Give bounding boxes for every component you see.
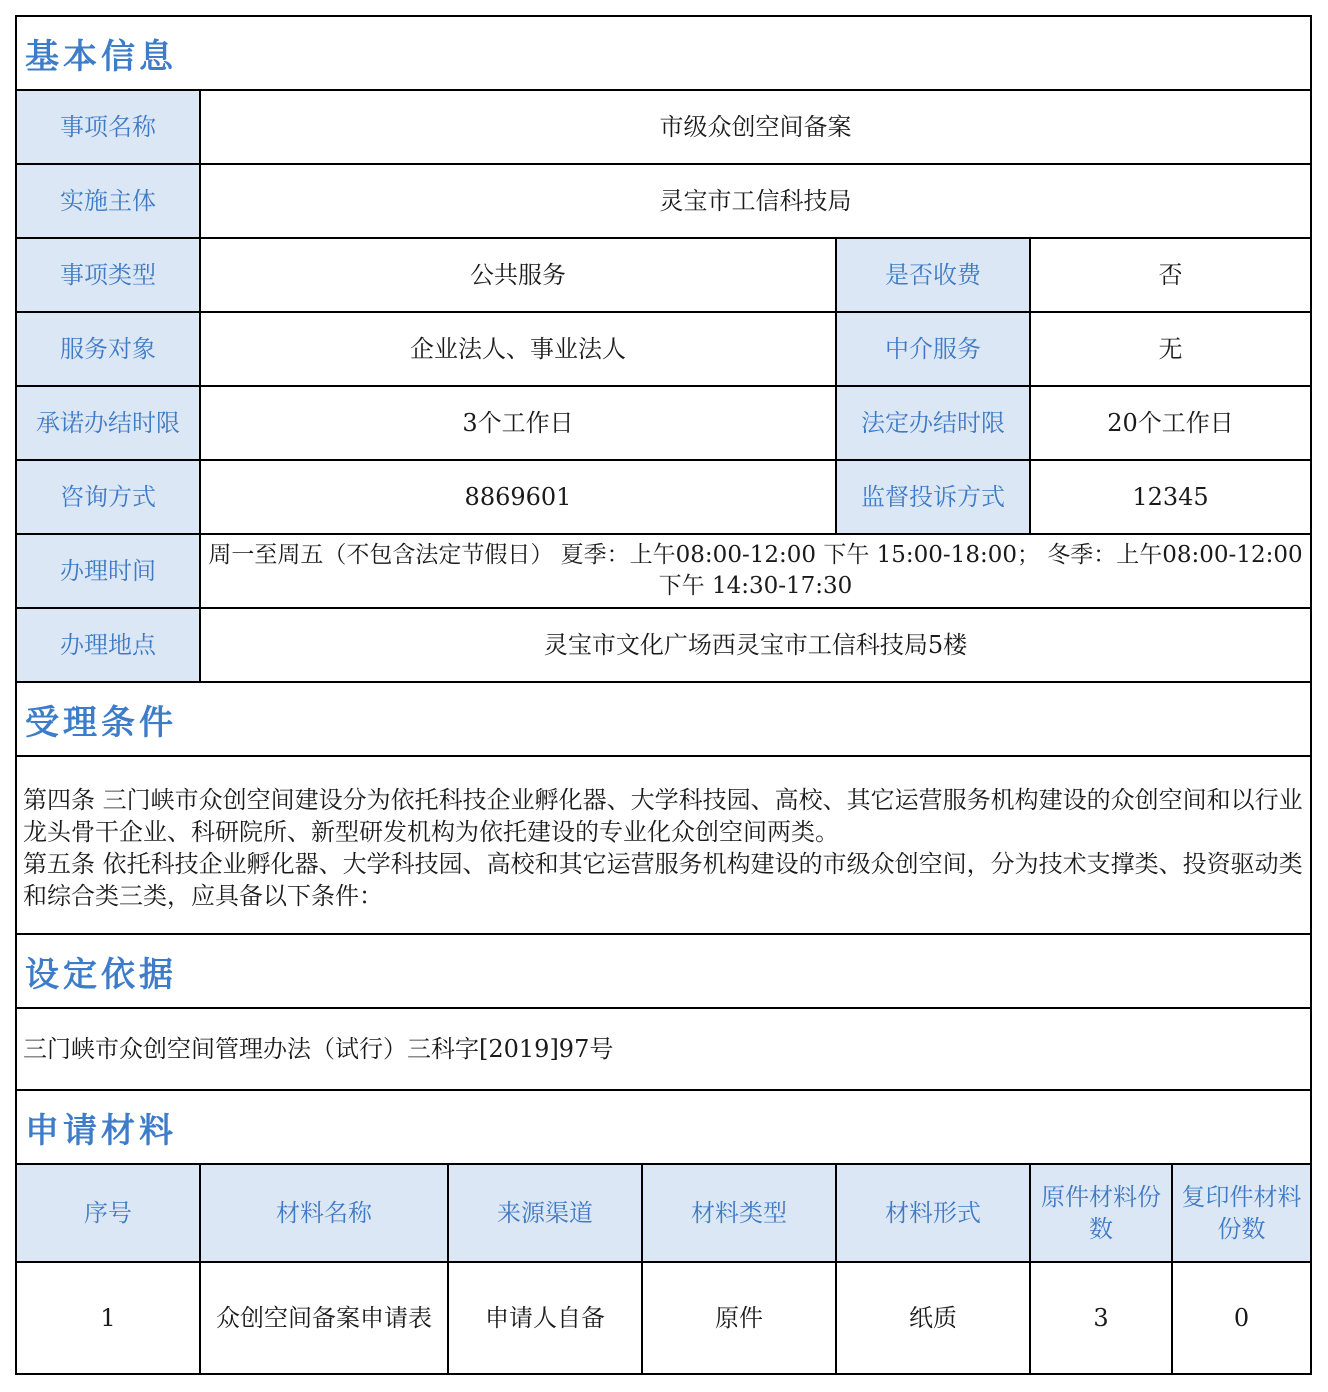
basis-text: 三门峡市众创空间管理办法（试行）三科字[2019]97号 xyxy=(23,1035,614,1063)
conditions-text xyxy=(17,757,1310,933)
header-material-type: 材料类型 xyxy=(641,1165,835,1261)
label-item-name: 事项名称 xyxy=(17,91,199,163)
value-implementer: 灵宝市工信科技局 xyxy=(199,165,1310,237)
row-location xyxy=(15,607,1312,681)
section-title: 申请材料 xyxy=(25,1110,177,1151)
row-item-type xyxy=(15,237,1312,311)
value-agency: 无 xyxy=(1029,313,1310,385)
label-consult: 咨询方式 xyxy=(17,461,199,533)
value-fee: 否 xyxy=(1029,239,1310,311)
cell-material-type: 原件 xyxy=(641,1263,835,1373)
label-hours: 办理时间 xyxy=(17,535,199,607)
row-implementer xyxy=(15,163,1312,237)
header-index: 序号 xyxy=(17,1165,199,1261)
row-conditions xyxy=(15,755,1312,933)
label-fee: 是否收费 xyxy=(835,239,1029,311)
header-source: 来源渠道 xyxy=(447,1165,641,1261)
value-location: 灵宝市文化广场西灵宝市工信科技局5楼 xyxy=(199,609,1310,681)
section-basic-info xyxy=(15,15,1312,89)
section-materials xyxy=(15,1089,1312,1163)
label-complaint: 监督投诉方式 xyxy=(835,461,1029,533)
cell-source: 申请人自备 xyxy=(447,1263,641,1373)
header-material-name: 材料名称 xyxy=(199,1165,447,1261)
cell-copy-count: 0 xyxy=(1171,1263,1310,1373)
label-target: 服务对象 xyxy=(17,313,199,385)
section-basis xyxy=(15,933,1312,1007)
row-basis xyxy=(15,1007,1312,1089)
section-conditions xyxy=(15,681,1312,755)
value-promised-limit: 3个工作日 xyxy=(199,387,835,459)
cell-material-name: 众创空间备案申请表 xyxy=(199,1263,447,1373)
value-legal-limit: 20个工作日 xyxy=(1029,387,1310,459)
cell-original-count: 3 xyxy=(1029,1263,1171,1373)
value-item-type: 公共服务 xyxy=(199,239,835,311)
service-info-sheet xyxy=(15,15,1312,1375)
cell-index: 1 xyxy=(100,1304,116,1332)
row-target xyxy=(15,311,1312,385)
materials-header-row xyxy=(15,1163,1312,1261)
value-item-name: 市级众创空间备案 xyxy=(199,91,1310,163)
cell-material-form: 纸质 xyxy=(835,1263,1029,1373)
header-copy-count: 复印件材料份数 xyxy=(1171,1165,1310,1261)
row-time-limit xyxy=(15,385,1312,459)
row-consult xyxy=(15,459,1312,533)
header-original-count: 原件材料份数 xyxy=(1029,1165,1171,1261)
label-implementer: 实施主体 xyxy=(17,165,199,237)
value-complaint: 12345 xyxy=(1029,461,1310,533)
section-title: 受理条件 xyxy=(25,702,177,743)
table-row xyxy=(15,1261,1312,1375)
row-item-name xyxy=(15,89,1312,163)
label-agency: 中介服务 xyxy=(835,313,1029,385)
header-material-form: 材料形式 xyxy=(835,1165,1029,1261)
label-item-type: 事项类型 xyxy=(17,239,199,311)
condition-line: 第五条 依托科技企业孵化器、大学科技园、高校和其它运营服务机构建设的市级众创空间，分为技术支撑类、投资驱动类和综合类三类，应具备以下条件： xyxy=(23,850,1303,910)
value-target: 企业法人、事业法人 xyxy=(199,313,835,385)
label-location: 办理地点 xyxy=(17,609,199,681)
row-hours xyxy=(15,533,1312,607)
label-legal-limit: 法定办结时限 xyxy=(835,387,1029,459)
value-hours: 周一至周五（不包含法定节假日） 夏季：上午08:00-12:00 下午 15:00-18:00； 冬季：上午08:00-12:00 下午 14:30-17:30 xyxy=(199,535,1310,607)
section-title: 基本信息 xyxy=(25,36,177,77)
section-title: 设定依据 xyxy=(25,954,177,995)
value-consult: 8869601 xyxy=(199,461,835,533)
label-promised-limit: 承诺办结时限 xyxy=(17,387,199,459)
condition-line: 第四条 三门峡市众创空间建设分为依托科技企业孵化器、大学科技园、高校、其它运营服务机构建设的众创空间和以行业龙头骨干企业、科研院所、新型研发机构为依托建设的专业化众创空间两类。 xyxy=(23,786,1303,846)
